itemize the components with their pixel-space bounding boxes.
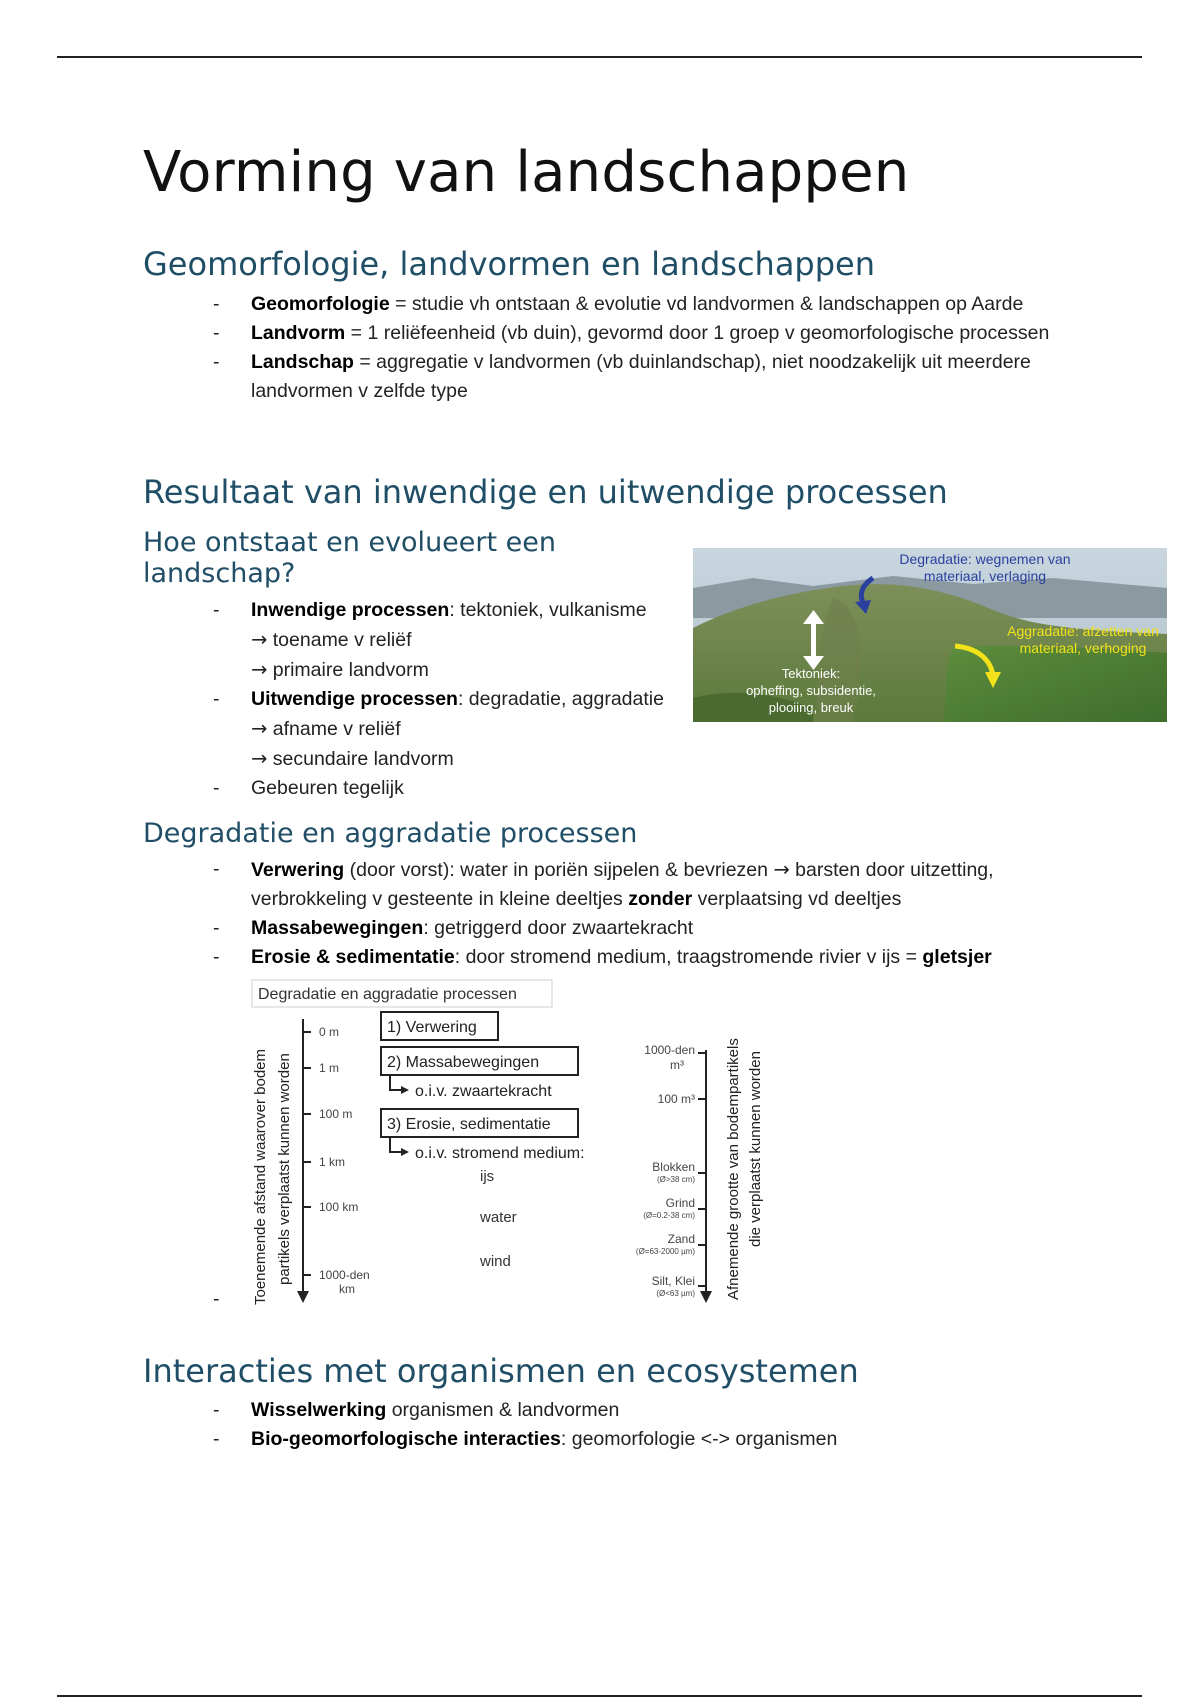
arrow-icon: → bbox=[251, 747, 268, 770]
photo-label-aggradation: Aggradatie: afzetten van bbox=[1007, 623, 1159, 639]
page-title: Vorming van landschappen bbox=[143, 140, 910, 205]
section-list-degradatie bbox=[213, 855, 1093, 972]
section-list-processen bbox=[213, 596, 693, 803]
arrow-icon: → bbox=[251, 658, 268, 681]
medium-label: ijs bbox=[480, 1168, 495, 1185]
subheading-ontstaan: Hoe ontstaat en evolueert een landschap? bbox=[143, 527, 557, 589]
valley-floor bbox=[943, 646, 1167, 722]
list-item: - Erosie & sedimentatie: door stromend medium, traagstromende rivier v ijs = gletsjer bbox=[213, 943, 1093, 972]
landscape-photo bbox=[693, 548, 1167, 722]
arrow-icon: → bbox=[773, 858, 790, 881]
right-tick-label: 100 m³ bbox=[657, 1092, 695, 1106]
svg-text:3) Erosie, sedimentatie: 3) Erosie, sedimentatie bbox=[387, 1116, 551, 1133]
note-stromend-medium: o.i.v. stromend medium: bbox=[415, 1145, 585, 1162]
right-axis-arrow-icon bbox=[700, 1291, 712, 1303]
landscape-illustration bbox=[693, 548, 1167, 722]
list-item: - Landvorm = 1 reliëfeenheid (vb duin), gevormd door 1 groep v geomorfologische processen bbox=[213, 319, 1093, 348]
photo-label-tectonics-3: plooiing, breuk bbox=[768, 700, 854, 715]
top-rule bbox=[57, 56, 1142, 58]
right-tick-label: 1000-den bbox=[644, 1043, 695, 1057]
photo-label-degradation-2: materiaal, verlaging bbox=[923, 568, 1047, 584]
right-tick-sublabel: (Ø>38 cm) bbox=[656, 1175, 695, 1184]
section-heading-processen: Resultaat van inwendige en uitwendige processen bbox=[143, 473, 948, 511]
left-axis-label-1: Toenemende afstand waarover bodem bbox=[252, 1049, 269, 1305]
right-tick-label: m³ bbox=[670, 1058, 684, 1072]
diagram-title: Degradatie en aggradatie processen bbox=[258, 986, 517, 1003]
list-item: - Gebeuren tegelijk bbox=[213, 774, 693, 803]
list-item: - Verwering (door vorst): water in poriën sijpelen & bevriezen → barsten door uitzetting, verbrokkeling v gesteente in kleine deeltjes zonder verplaatsing vd deeltjes bbox=[213, 855, 1093, 914]
arrow-icon: → bbox=[251, 628, 268, 651]
section-heading-interacties: Interacties met organismen en ecosystemen bbox=[143, 1352, 859, 1390]
right-tick-sublabel: (Ø=63-2000 µm) bbox=[635, 1247, 695, 1256]
list-item: - Massabewegingen: getriggerd door zwaartekracht bbox=[213, 914, 1093, 943]
right-tick-sublabel: (Ø<63 µm) bbox=[656, 1289, 695, 1298]
list-item: - Uitwendige processen: degradatie, aggradatie → afname v reliëf → secundaire landvorm bbox=[213, 685, 693, 774]
right-axis-label-1: Afnemende grootte van bodempartikels bbox=[725, 1038, 742, 1300]
section-heading-geomorfologie: Geomorfologie, landvormen en landschappen bbox=[143, 245, 876, 283]
left-tick-label: 1 m bbox=[319, 1061, 340, 1075]
medium-label: wind bbox=[480, 1253, 511, 1270]
right-axis-label-2: die verplaatst kunnen worden bbox=[747, 1051, 764, 1247]
right-tick-label: Grind bbox=[665, 1196, 695, 1210]
photo-label-degradation: Degradatie: wegnemen van bbox=[899, 551, 1071, 567]
list-item: - Bio-geomorfologische interacties: geomorfologie <-> organismen bbox=[213, 1425, 1093, 1454]
medium-label: water bbox=[480, 1209, 517, 1226]
arrow-icon: → bbox=[251, 717, 268, 740]
left-tick-label: 1000-den bbox=[319, 1268, 370, 1282]
section-list-geomorfologie bbox=[213, 290, 1093, 406]
right-tick-label: Silt, Klei bbox=[651, 1274, 695, 1288]
right-tick-label: Blokken bbox=[652, 1160, 695, 1174]
note-zwaartekracht: o.i.v. zwaartekracht bbox=[415, 1083, 552, 1100]
process-diagram-svg bbox=[245, 975, 775, 1310]
left-tick-label: 1 km bbox=[319, 1155, 346, 1169]
left-axis-arrow-icon bbox=[297, 1291, 309, 1303]
empty-bullet: - bbox=[213, 1288, 220, 1310]
list-item: - Geomorfologie = studie vh ontstaan & evolutie vd landvormen & landschappen op Aarde bbox=[213, 290, 1093, 319]
list-item: - Landschap = aggregatie v landvormen (vb duinlandschap), niet noodzakelijk uit meerdere landvormen v zelfde type bbox=[213, 348, 1093, 406]
left-tick-label: 0 m bbox=[319, 1025, 340, 1039]
photo-label-tectonics-2: opheffing, subsidentie, bbox=[746, 683, 876, 698]
process-diagram bbox=[245, 975, 775, 1310]
bottom-rule bbox=[57, 1695, 1142, 1697]
right-tick-sublabel: (Ø=0.2-38 cm) bbox=[643, 1211, 695, 1220]
right-tick-label: Zand bbox=[667, 1232, 695, 1246]
photo-label-aggradation-2: materiaal, verhoging bbox=[1019, 640, 1147, 656]
section-list-interacties bbox=[213, 1396, 1093, 1454]
svg-text:1) Verwering: 1) Verwering bbox=[387, 1019, 477, 1036]
left-tick-label: 100 m bbox=[319, 1107, 353, 1121]
left-tick-label: km bbox=[339, 1282, 355, 1296]
list-item: - Wisselwerking organismen & landvormen bbox=[213, 1396, 1093, 1425]
list-item: - Inwendige processen: tektoniek, vulkanisme → toename v reliëf → primaire landvorm bbox=[213, 596, 693, 685]
subheading-degradatie: Degradatie en aggradatie processen bbox=[143, 818, 638, 849]
left-tick-label: 100 km bbox=[319, 1200, 359, 1214]
svg-text:2) Massabewegingen: 2) Massabewegingen bbox=[387, 1054, 540, 1071]
photo-label-tectonics: Tektoniek: bbox=[781, 666, 841, 681]
left-axis-label-2: partikels verplaatst kunnen worden bbox=[276, 1053, 293, 1285]
